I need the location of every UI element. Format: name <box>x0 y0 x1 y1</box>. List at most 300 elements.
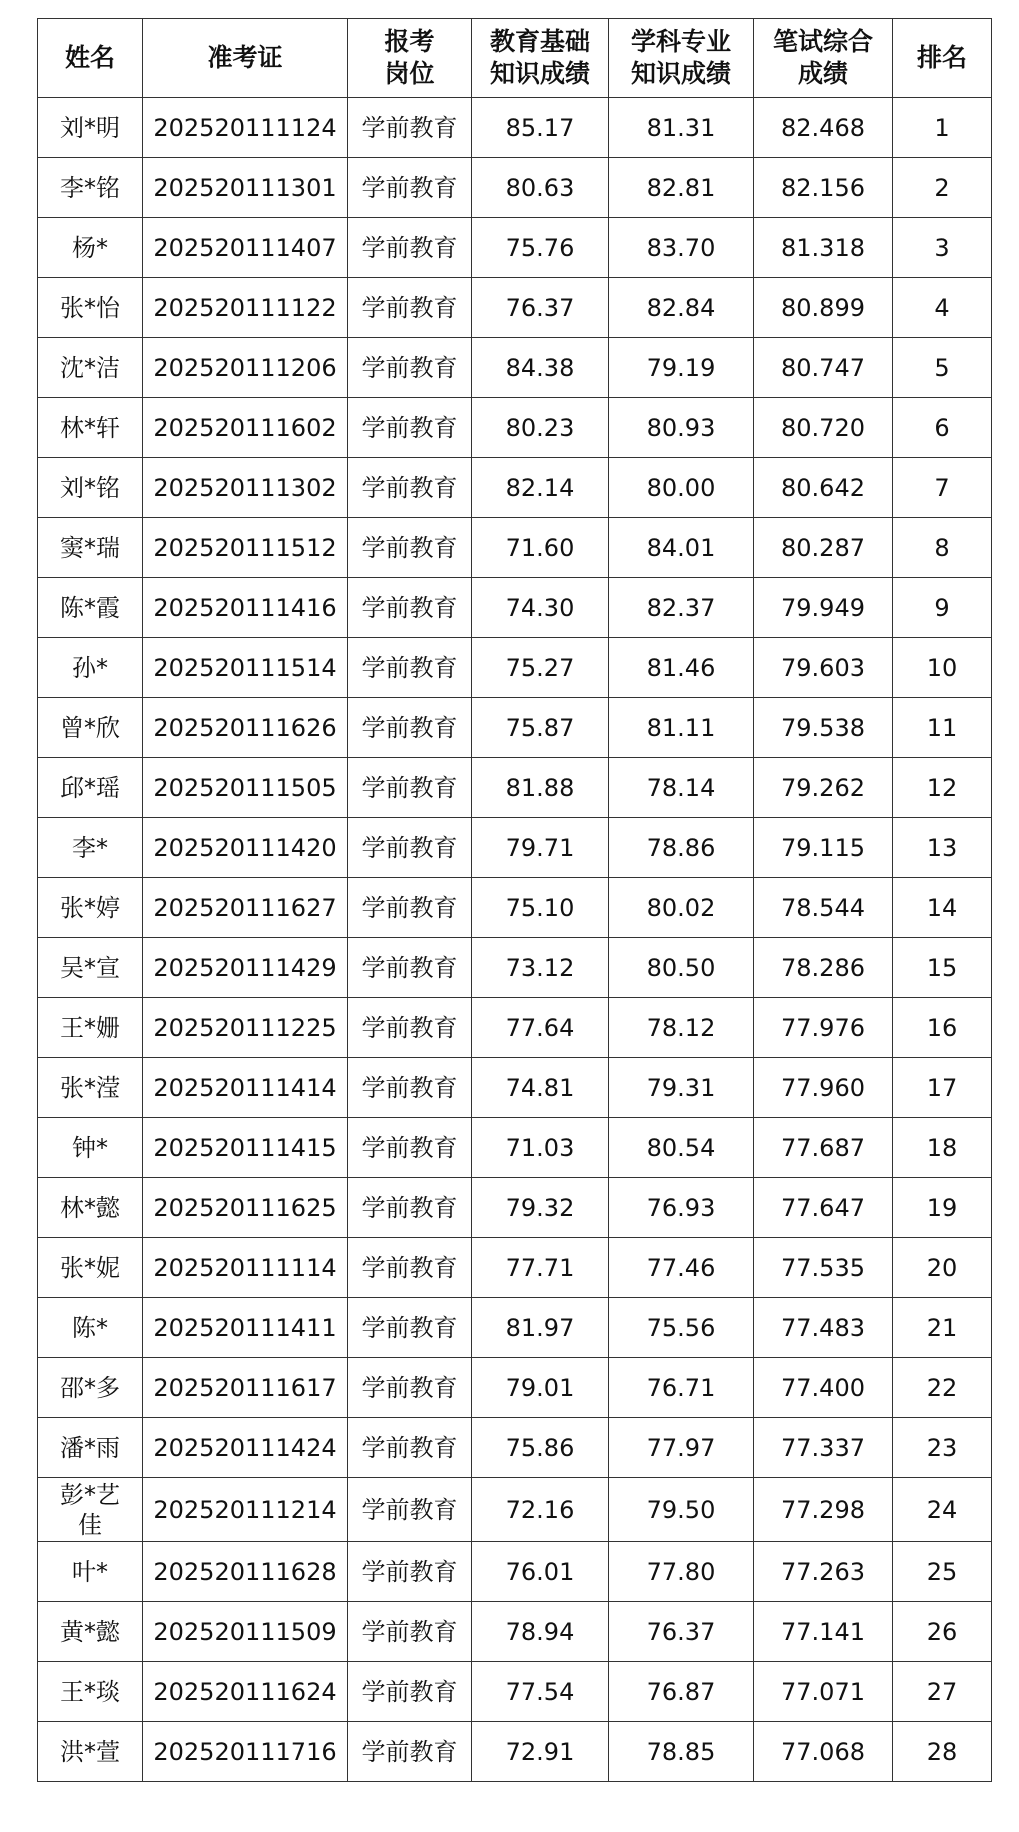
cell-position-text: 学前教育 <box>361 893 458 922</box>
header-edu-base <box>472 19 609 98</box>
cell-subject-text: 81.11 <box>646 713 716 742</box>
cell-name-text: 叶* <box>72 1557 108 1586</box>
cell-name-text: 李* <box>72 833 108 862</box>
cell-composite <box>754 1118 893 1178</box>
cell-position <box>348 1542 472 1602</box>
cell-position-text: 学前教育 <box>361 473 458 502</box>
cell-ticket <box>143 338 348 398</box>
cell-subject-text: 82.37 <box>646 593 716 622</box>
cell-rank <box>893 1118 992 1178</box>
cell-position-text: 学前教育 <box>361 533 458 562</box>
cell-composite <box>754 458 893 518</box>
cell-ticket <box>143 1178 348 1238</box>
cell-composite-text: 77.071 <box>781 1677 865 1706</box>
cell-ticket-text: 202520111617 <box>153 1373 337 1402</box>
cell-composite-text: 80.642 <box>781 473 865 502</box>
cell-composite <box>754 1058 893 1118</box>
cell-edu-base <box>472 158 609 218</box>
cell-ticket-text: 202520111411 <box>153 1313 337 1342</box>
cell-edu-base-text: 74.81 <box>505 1073 575 1102</box>
cell-edu-base <box>472 1662 609 1722</box>
cell-rank-text: 19 <box>926 1193 958 1222</box>
cell-rank <box>893 338 992 398</box>
header-position-line-1: 报考 <box>384 27 435 56</box>
cell-rank <box>893 1542 992 1602</box>
cell-rank <box>893 1478 992 1542</box>
cell-subject <box>609 998 754 1058</box>
cell-name <box>38 218 143 278</box>
cell-rank-text: 15 <box>926 953 958 982</box>
cell-name-text: 张*怡 <box>60 293 120 322</box>
cell-name <box>38 338 143 398</box>
cell-edu-base-text: 75.87 <box>505 713 575 742</box>
cell-edu-base <box>472 698 609 758</box>
table-row <box>38 1298 992 1358</box>
cell-name-text: 张*妮 <box>60 1253 120 1282</box>
table-row <box>38 278 992 338</box>
cell-position <box>348 1118 472 1178</box>
cell-name-text: 孙* <box>72 653 108 682</box>
cell-subject <box>609 158 754 218</box>
cell-subject <box>609 1542 754 1602</box>
cell-composite <box>754 878 893 938</box>
cell-edu-base <box>472 1722 609 1782</box>
cell-composite <box>754 278 893 338</box>
cell-name <box>38 578 143 638</box>
cell-composite <box>754 1542 893 1602</box>
cell-edu-base <box>472 998 609 1058</box>
cell-ticket <box>143 1358 348 1418</box>
cell-subject-text: 80.50 <box>646 953 716 982</box>
cell-rank <box>893 398 992 458</box>
cell-subject <box>609 1178 754 1238</box>
cell-subject-text: 76.93 <box>646 1193 716 1222</box>
cell-subject <box>609 1118 754 1178</box>
cell-subject-text: 78.86 <box>646 833 716 862</box>
header-name <box>38 19 143 98</box>
cell-name <box>38 1722 143 1782</box>
cell-rank-text: 4 <box>934 293 950 322</box>
cell-composite <box>754 158 893 218</box>
cell-name-text: 林*轩 <box>60 413 120 442</box>
table-row <box>38 1238 992 1298</box>
cell-name <box>38 1298 143 1358</box>
cell-subject <box>609 458 754 518</box>
cell-subject <box>609 698 754 758</box>
cell-position-text: 学前教育 <box>361 1495 458 1524</box>
table-row <box>38 758 992 818</box>
cell-ticket-text: 202520111416 <box>153 593 337 622</box>
cell-edu-base <box>472 878 609 938</box>
cell-name <box>38 398 143 458</box>
cell-rank-text: 7 <box>934 473 950 502</box>
cell-name <box>38 758 143 818</box>
cell-name <box>38 818 143 878</box>
cell-edu-base-text: 78.94 <box>505 1617 575 1646</box>
cell-subject <box>609 1238 754 1298</box>
cell-position-text: 学前教育 <box>361 293 458 322</box>
cell-edu-base-text: 74.30 <box>505 593 575 622</box>
cell-composite <box>754 1478 893 1542</box>
cell-ticket <box>143 218 348 278</box>
table-row <box>38 1542 992 1602</box>
cell-edu-base-text: 81.88 <box>505 773 575 802</box>
cell-subject <box>609 1602 754 1662</box>
cell-rank-text: 8 <box>934 533 950 562</box>
cell-composite <box>754 938 893 998</box>
cell-rank-text: 18 <box>926 1133 958 1162</box>
cell-rank <box>893 518 992 578</box>
cell-edu-base-text: 79.01 <box>505 1373 575 1402</box>
cell-name-text: 沈*洁 <box>60 353 120 382</box>
cell-composite <box>754 1662 893 1722</box>
cell-rank-text: 26 <box>926 1617 958 1646</box>
cell-subject <box>609 218 754 278</box>
cell-edu-base-text: 75.86 <box>505 1433 575 1462</box>
cell-name-text: 林*懿 <box>60 1193 120 1222</box>
cell-name <box>38 458 143 518</box>
cell-rank-text: 21 <box>926 1313 958 1342</box>
cell-ticket-text: 202520111716 <box>153 1737 337 1766</box>
cell-edu-base-text: 75.27 <box>505 653 575 682</box>
cell-rank <box>893 1602 992 1662</box>
cell-edu-base <box>472 1298 609 1358</box>
cell-rank <box>893 998 992 1058</box>
cell-composite <box>754 518 893 578</box>
cell-rank-text: 24 <box>926 1495 958 1524</box>
cell-edu-base <box>472 1602 609 1662</box>
cell-position-text: 学前教育 <box>361 1313 458 1342</box>
cell-rank-text: 3 <box>934 233 950 262</box>
cell-ticket <box>143 998 348 1058</box>
cell-name-text: 张*滢 <box>60 1073 120 1102</box>
cell-ticket-text: 202520111206 <box>153 353 337 382</box>
cell-composite <box>754 98 893 158</box>
cell-rank-text: 22 <box>926 1373 958 1402</box>
cell-name <box>38 938 143 998</box>
cell-subject-text: 79.50 <box>646 1495 716 1524</box>
table-row <box>38 398 992 458</box>
cell-subject-text: 75.56 <box>646 1313 716 1342</box>
cell-composite-text: 82.468 <box>781 113 865 142</box>
cell-name <box>38 518 143 578</box>
cell-ticket-text: 202520111424 <box>153 1433 337 1462</box>
cell-subject-text: 78.14 <box>646 773 716 802</box>
score-table <box>37 18 992 1782</box>
cell-position-text: 学前教育 <box>361 1253 458 1282</box>
cell-subject <box>609 638 754 698</box>
cell-composite-text: 77.960 <box>781 1073 865 1102</box>
cell-subject-text: 80.02 <box>646 893 716 922</box>
header-composite-line-1: 笔试综合 <box>772 27 873 56</box>
cell-name-text: 窦*瑞 <box>60 533 120 562</box>
cell-edu-base <box>472 818 609 878</box>
cell-subject-text: 80.93 <box>646 413 716 442</box>
header-subject <box>609 19 754 98</box>
cell-ticket-text: 202520111414 <box>153 1073 337 1102</box>
cell-ticket <box>143 1418 348 1478</box>
cell-ticket <box>143 1058 348 1118</box>
cell-rank-text: 20 <box>926 1253 958 1282</box>
cell-ticket-text: 202520111301 <box>153 173 337 202</box>
cell-composite <box>754 1178 893 1238</box>
cell-subject-text: 77.97 <box>646 1433 716 1462</box>
cell-position-text: 学前教育 <box>361 1557 458 1586</box>
cell-name <box>38 698 143 758</box>
cell-rank-text: 9 <box>934 593 950 622</box>
cell-composite-text: 79.538 <box>781 713 865 742</box>
cell-position-text: 学前教育 <box>361 233 458 262</box>
cell-rank <box>893 578 992 638</box>
cell-name <box>38 1178 143 1238</box>
cell-edu-base <box>472 218 609 278</box>
cell-edu-base-text: 73.12 <box>505 953 575 982</box>
cell-position-text: 学前教育 <box>361 173 458 202</box>
cell-edu-base <box>472 1418 609 1478</box>
cell-edu-base-text: 71.60 <box>505 533 575 562</box>
cell-edu-base-text: 72.16 <box>505 1495 575 1524</box>
cell-subject <box>609 878 754 938</box>
cell-subject-text: 80.00 <box>646 473 716 502</box>
table-row <box>38 1418 992 1478</box>
cell-composite-text: 77.337 <box>781 1433 865 1462</box>
cell-name <box>38 1058 143 1118</box>
cell-ticket-text: 202520111214 <box>153 1495 337 1524</box>
cell-subject-text: 82.81 <box>646 173 716 202</box>
cell-subject <box>609 98 754 158</box>
cell-composite-text: 78.286 <box>781 953 865 982</box>
table-row <box>38 1058 992 1118</box>
cell-rank-text: 28 <box>926 1737 958 1766</box>
cell-ticket <box>143 878 348 938</box>
cell-rank-text: 23 <box>926 1433 958 1462</box>
cell-rank-text: 11 <box>926 713 958 742</box>
cell-composite-text: 82.156 <box>781 173 865 202</box>
cell-edu-base <box>472 578 609 638</box>
cell-name <box>38 638 143 698</box>
cell-rank <box>893 938 992 998</box>
table-body <box>38 98 992 1782</box>
table-row <box>38 338 992 398</box>
cell-rank <box>893 1058 992 1118</box>
cell-rank <box>893 218 992 278</box>
header-rank-line: 排名 <box>916 43 967 72</box>
cell-composite <box>754 758 893 818</box>
cell-composite-text: 80.747 <box>781 353 865 382</box>
cell-ticket <box>143 1722 348 1782</box>
cell-name-text: 曾*欣 <box>60 713 120 742</box>
cell-name-text: 邱*瑶 <box>60 773 120 802</box>
cell-position-text: 学前教育 <box>361 773 458 802</box>
header-composite-line-2: 成绩 <box>797 59 848 88</box>
cell-subject-text: 82.84 <box>646 293 716 322</box>
table-row <box>38 518 992 578</box>
header-edu-base-line-2: 知识成绩 <box>489 59 590 88</box>
cell-name <box>38 878 143 938</box>
cell-edu-base <box>472 758 609 818</box>
cell-composite-text: 79.603 <box>781 653 865 682</box>
table-row <box>38 1602 992 1662</box>
cell-rank-text: 27 <box>926 1677 958 1706</box>
header-subject-line-1: 学科专业 <box>630 27 731 56</box>
cell-name-text: 洪*萱 <box>60 1737 120 1766</box>
cell-name-text: 张*婷 <box>60 893 120 922</box>
cell-composite <box>754 398 893 458</box>
cell-edu-base-text: 79.71 <box>505 833 575 862</box>
cell-name <box>38 1662 143 1722</box>
cell-edu-base <box>472 1178 609 1238</box>
cell-rank <box>893 1358 992 1418</box>
cell-rank-text: 25 <box>926 1557 958 1586</box>
cell-position-text: 学前教育 <box>361 953 458 982</box>
cell-subject-text: 81.46 <box>646 653 716 682</box>
table-row <box>38 638 992 698</box>
cell-position-text: 学前教育 <box>361 1133 458 1162</box>
cell-composite <box>754 1418 893 1478</box>
cell-ticket <box>143 1298 348 1358</box>
cell-name-text: 杨* <box>72 233 108 262</box>
cell-position <box>348 998 472 1058</box>
cell-ticket-text: 202520111415 <box>153 1133 337 1162</box>
cell-edu-base-text: 84.38 <box>505 353 575 382</box>
cell-subject <box>609 1478 754 1542</box>
cell-position <box>348 1298 472 1358</box>
cell-edu-base <box>472 458 609 518</box>
cell-position-text: 学前教育 <box>361 653 458 682</box>
cell-subject <box>609 1358 754 1418</box>
cell-edu-base <box>472 338 609 398</box>
cell-subject <box>609 1662 754 1722</box>
cell-edu-base <box>472 938 609 998</box>
table-row <box>38 1178 992 1238</box>
cell-name <box>38 158 143 218</box>
cell-rank <box>893 818 992 878</box>
cell-rank-text: 17 <box>926 1073 958 1102</box>
cell-name-text: 王*琰 <box>60 1677 120 1706</box>
header-subject-line-2: 知识成绩 <box>630 59 731 88</box>
cell-position-text: 学前教育 <box>361 113 458 142</box>
cell-subject-text: 77.46 <box>646 1253 716 1282</box>
cell-composite <box>754 698 893 758</box>
cell-composite-text: 80.720 <box>781 413 865 442</box>
cell-subject <box>609 818 754 878</box>
cell-subject <box>609 278 754 338</box>
cell-name-text: 陈* <box>72 1313 108 1342</box>
cell-edu-base-text: 77.71 <box>505 1253 575 1282</box>
cell-position <box>348 158 472 218</box>
cell-name-text: 黄*懿 <box>60 1617 120 1646</box>
cell-ticket <box>143 578 348 638</box>
cell-ticket-text: 202520111509 <box>153 1617 337 1646</box>
cell-position <box>348 1058 472 1118</box>
cell-subject <box>609 758 754 818</box>
cell-edu-base-text: 75.76 <box>505 233 575 262</box>
cell-position <box>348 1722 472 1782</box>
cell-edu-base-text: 80.23 <box>505 413 575 442</box>
cell-edu-base <box>472 1358 609 1418</box>
cell-ticket <box>143 518 348 578</box>
cell-rank <box>893 758 992 818</box>
cell-rank <box>893 638 992 698</box>
cell-composite <box>754 1358 893 1418</box>
cell-rank <box>893 878 992 938</box>
cell-composite-text: 81.318 <box>781 233 865 262</box>
cell-position-text: 学前教育 <box>361 1433 458 1462</box>
cell-subject-text: 84.01 <box>646 533 716 562</box>
cell-composite-text: 77.141 <box>781 1617 865 1646</box>
header-edu-base-line-1: 教育基础 <box>489 27 590 56</box>
cell-name-text: 李*铭 <box>60 173 120 202</box>
cell-position-text: 学前教育 <box>361 1193 458 1222</box>
cell-rank-text: 1 <box>934 113 950 142</box>
cell-edu-base <box>472 1118 609 1178</box>
cell-ticket-text: 202520111302 <box>153 473 337 502</box>
cell-position-text: 学前教育 <box>361 1737 458 1766</box>
cell-edu-base-text: 76.01 <box>505 1557 575 1586</box>
cell-subject-text: 81.31 <box>646 113 716 142</box>
cell-composite <box>754 998 893 1058</box>
cell-subject <box>609 518 754 578</box>
cell-name <box>38 1478 143 1542</box>
cell-ticket-text: 202520111122 <box>153 293 337 322</box>
cell-subject <box>609 1722 754 1782</box>
cell-subject <box>609 1418 754 1478</box>
cell-position <box>348 818 472 878</box>
cell-subject <box>609 398 754 458</box>
cell-ticket-text: 202520111225 <box>153 1013 337 1042</box>
cell-edu-base-text: 72.91 <box>505 1737 575 1766</box>
cell-composite <box>754 218 893 278</box>
header-ticket-line: 准考证 <box>207 43 283 72</box>
cell-ticket <box>143 1118 348 1178</box>
cell-subject <box>609 338 754 398</box>
cell-ticket <box>143 1238 348 1298</box>
cell-name <box>38 1418 143 1478</box>
cell-ticket-text: 202520111512 <box>153 533 337 562</box>
cell-name-text: 刘*铭 <box>60 473 120 502</box>
cell-edu-base-text: 71.03 <box>505 1133 575 1162</box>
cell-composite <box>754 638 893 698</box>
cell-position <box>348 938 472 998</box>
cell-subject-text: 80.54 <box>646 1133 716 1162</box>
cell-ticket <box>143 938 348 998</box>
cell-position <box>348 278 472 338</box>
cell-position <box>348 518 472 578</box>
cell-ticket-text: 202520111628 <box>153 1557 337 1586</box>
cell-rank-text: 16 <box>926 1013 958 1042</box>
cell-position-text: 学前教育 <box>361 353 458 382</box>
cell-subject <box>609 1058 754 1118</box>
cell-name <box>38 1358 143 1418</box>
cell-subject-text: 78.85 <box>646 1737 716 1766</box>
cell-rank-text: 14 <box>926 893 958 922</box>
table-row <box>38 818 992 878</box>
table-row <box>38 98 992 158</box>
cell-position <box>348 1238 472 1298</box>
cell-ticket-text: 202520111514 <box>153 653 337 682</box>
cell-rank <box>893 458 992 518</box>
cell-edu-base <box>472 518 609 578</box>
cell-edu-base-text: 77.54 <box>505 1677 575 1706</box>
table-row <box>38 1722 992 1782</box>
cell-ticket-text: 202520111124 <box>153 113 337 142</box>
cell-name-text: 潘*雨 <box>60 1433 120 1462</box>
cell-position <box>348 1418 472 1478</box>
cell-edu-base <box>472 398 609 458</box>
cell-rank <box>893 278 992 338</box>
cell-subject <box>609 938 754 998</box>
cell-name <box>38 1118 143 1178</box>
